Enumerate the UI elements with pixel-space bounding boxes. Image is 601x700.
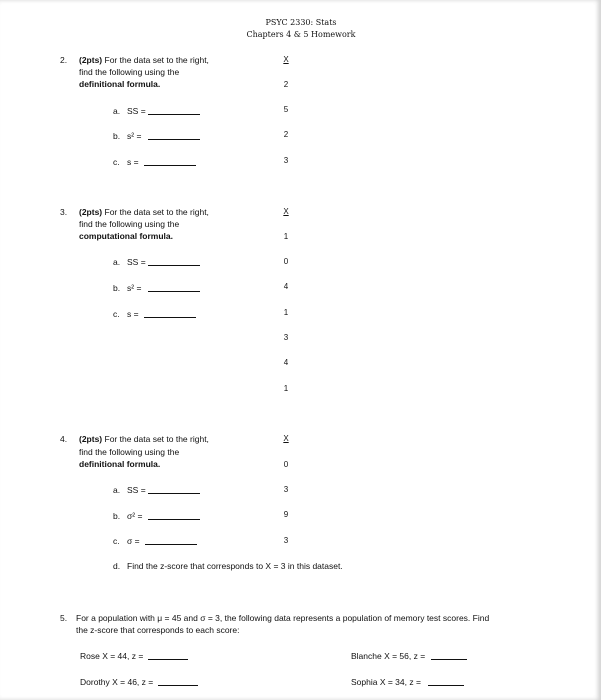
q4-item-b-letter: b. bbox=[113, 511, 121, 521]
q2-prompt-rest: For the data set to the right, bbox=[102, 55, 209, 65]
q4-item-c-label: σ = bbox=[127, 536, 140, 546]
q3-item-a-letter: a. bbox=[113, 257, 121, 267]
q3-item-b-letter: b. bbox=[113, 283, 121, 293]
q4-points: (2pts) bbox=[79, 434, 103, 444]
q3-value: 4 bbox=[283, 282, 289, 291]
q4-prompt-rest: For the data set to the right, bbox=[102, 434, 209, 444]
q3-value: 3 bbox=[283, 333, 289, 342]
q4-value: 9 bbox=[283, 510, 289, 519]
q2-item-b-letter: b. bbox=[113, 131, 121, 141]
q3-answer-c-blank[interactable] bbox=[144, 317, 196, 318]
q4-item-a-label: SS = bbox=[127, 485, 146, 495]
q3-prompt-line3: computational formula. bbox=[79, 231, 173, 241]
q3-item-c-label: s = bbox=[127, 309, 139, 319]
q4-answer-a-blank[interactable] bbox=[148, 493, 200, 494]
q4-value: 0 bbox=[283, 460, 289, 469]
q2-answer-b-blank[interactable] bbox=[148, 139, 200, 140]
q2-item-b-label: s² = bbox=[127, 131, 142, 141]
q2-item-a-label: SS = bbox=[127, 106, 146, 116]
q3-prompt-line1 bbox=[79, 207, 209, 217]
q4-answer-c-blank[interactable] bbox=[145, 544, 197, 545]
q4-item-a-letter: a. bbox=[113, 485, 121, 495]
q3-prompt-rest: For the data set to the right, bbox=[102, 207, 209, 217]
q4-item-d-text: Find the z-score that corresponds to X = 3 in this dataset. bbox=[127, 561, 343, 571]
q4-prompt-line2: find the following using the bbox=[79, 447, 180, 457]
q3-value: 1 bbox=[283, 384, 289, 393]
q5-prompt-line2: the z-score that corresponds to each score: bbox=[76, 625, 240, 635]
chapters-subtitle: Chapters 4 & 5 Homework bbox=[246, 30, 356, 39]
q3-points: (2pts) bbox=[79, 207, 103, 217]
q2-prompt-line2: find the following using the bbox=[79, 67, 180, 77]
q2-prompt-line1 bbox=[79, 55, 209, 65]
q5-prompt-line1: For a population with μ = 45 and σ = 3, the following data represents a population of memory test scores. Find bbox=[76, 613, 490, 623]
q5-dorothy-answer-blank[interactable] bbox=[158, 685, 198, 686]
q3-answer-b-blank[interactable] bbox=[148, 291, 200, 292]
q3-column-header: X bbox=[283, 207, 289, 216]
q2-value: 5 bbox=[283, 105, 289, 114]
q3-value: 1 bbox=[283, 308, 289, 317]
q5-sophia-answer-blank[interactable] bbox=[428, 685, 464, 686]
q3-value: 0 bbox=[283, 257, 289, 266]
q4-value: 3 bbox=[283, 485, 289, 494]
q4-prompt-line1 bbox=[79, 434, 209, 444]
q2-answer-a-blank[interactable] bbox=[148, 114, 200, 115]
q4-column-header: X bbox=[283, 434, 289, 443]
q4-number: 4. bbox=[60, 434, 68, 444]
q3-value: 4 bbox=[283, 358, 289, 367]
q2-value: 2 bbox=[283, 80, 289, 89]
q5-rose-label: Rose X = 44, z = bbox=[80, 651, 144, 661]
q4-value: 3 bbox=[283, 536, 289, 545]
q2-prompt-line3: definitional formula. bbox=[79, 79, 161, 89]
q2-item-c-label: s = bbox=[127, 157, 139, 167]
q5-blanche-answer-blank[interactable] bbox=[431, 659, 467, 660]
q2-number: 2. bbox=[60, 55, 68, 65]
q4-item-d-letter: d. bbox=[113, 561, 121, 571]
q2-item-a-letter: a. bbox=[113, 106, 121, 116]
q2-value: 2 bbox=[283, 130, 289, 139]
q4-item-b-label: σ² = bbox=[127, 511, 143, 521]
q3-item-a-label: SS = bbox=[127, 257, 146, 267]
q3-item-c-letter: c. bbox=[113, 309, 120, 319]
q3-item-b-label: s² = bbox=[127, 283, 142, 293]
q5-dorothy-label: Dorothy X = 46, z = bbox=[80, 677, 154, 687]
q5-sophia-label: Sophia X = 34, z = bbox=[351, 677, 421, 687]
q4-answer-b-blank[interactable] bbox=[148, 519, 200, 520]
q5-blanche-label: Blanche X = 56, z = bbox=[351, 651, 426, 661]
q2-points: (2pts) bbox=[79, 55, 103, 65]
course-title: PSYC 2330: Stats bbox=[265, 18, 337, 27]
q3-value: 1 bbox=[283, 232, 289, 241]
q3-answer-a-blank[interactable] bbox=[148, 265, 200, 266]
q5-number: 5. bbox=[60, 613, 68, 623]
q4-prompt-line3: definitional formula. bbox=[79, 459, 161, 469]
q3-number: 3. bbox=[60, 207, 68, 217]
q2-item-c-letter: c. bbox=[113, 157, 120, 167]
q4-item-c-letter: c. bbox=[113, 536, 120, 546]
q2-answer-c-blank[interactable] bbox=[144, 165, 196, 166]
q2-column-header: X bbox=[283, 55, 289, 64]
q2-value: 3 bbox=[283, 156, 289, 165]
q5-rose-answer-blank[interactable] bbox=[148, 659, 188, 660]
q3-prompt-line2: find the following using the bbox=[79, 219, 180, 229]
